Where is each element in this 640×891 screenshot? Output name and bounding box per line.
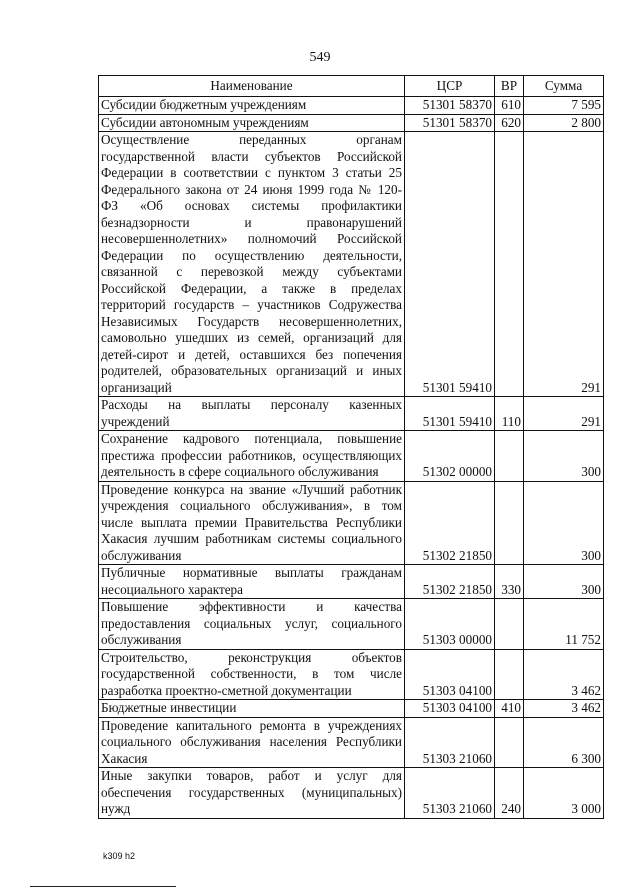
row-sum: 3 462 [524, 649, 604, 700]
table-row [99, 599, 604, 650]
row-vr [495, 132, 524, 397]
header-vr: ВР [495, 76, 524, 97]
row-vr: 110 [495, 397, 524, 431]
row-csr: 51302 21850 [405, 565, 495, 599]
row-name: Иные закупки товаров, работ и услуг для обеспечения государственных (муниципальных) нужд [99, 768, 405, 819]
table-row [99, 397, 604, 431]
table-row [99, 717, 604, 768]
footer-divider [30, 886, 176, 887]
row-csr: 51303 00000 [405, 599, 495, 650]
row-csr: 51303 04100 [405, 700, 495, 718]
row-sum: 7 595 [524, 97, 604, 115]
row-name: Сохранение кадрового потенциала, повышение престижа профессии работников, осуществляющих деятельность в сфере социального обслуживания [99, 431, 405, 482]
table-row [99, 649, 604, 700]
row-csr: 51301 58370 [405, 97, 495, 115]
row-name: Строительство, реконструкция объектов государственной собственности, в том числе разработка проектно-сметной документации [99, 649, 405, 700]
row-name: Субсидии бюджетным учреждениям [99, 97, 405, 115]
table-row [99, 700, 604, 718]
footer-document-code: k309 h2 [103, 851, 136, 861]
table-header-row [99, 76, 604, 97]
row-csr: 51301 59410 [405, 132, 495, 397]
row-vr [495, 599, 524, 650]
row-sum: 11 752 [524, 599, 604, 650]
table-row [99, 768, 604, 819]
row-csr: 51302 00000 [405, 431, 495, 482]
row-csr: 51301 59410 [405, 397, 495, 431]
row-csr: 51301 58370 [405, 114, 495, 132]
row-name: Бюджетные инвестиции [99, 700, 405, 718]
row-vr: 240 [495, 768, 524, 819]
row-sum: 3 462 [524, 700, 604, 718]
table-row [99, 481, 604, 565]
row-vr: 610 [495, 97, 524, 115]
row-name: Расходы на выплаты персоналу казенных учреждений [99, 397, 405, 431]
row-sum: 291 [524, 397, 604, 431]
row-csr: 51303 21060 [405, 768, 495, 819]
row-csr: 51303 21060 [405, 717, 495, 768]
row-csr: 51303 04100 [405, 649, 495, 700]
row-vr [495, 481, 524, 565]
header-name: Наименование [99, 76, 405, 97]
row-sum: 2 800 [524, 114, 604, 132]
row-name: Субсидии автономным учреждениям [99, 114, 405, 132]
row-sum: 3 000 [524, 768, 604, 819]
header-sum: Сумма [524, 76, 604, 97]
table-row [99, 97, 604, 115]
table-row [99, 431, 604, 482]
row-sum: 300 [524, 431, 604, 482]
budget-table [98, 75, 604, 819]
row-name: Повышение эффективности и качества предоставления социальных услуг, социального обслуживания [99, 599, 405, 650]
row-vr: 410 [495, 700, 524, 718]
row-vr [495, 649, 524, 700]
row-sum: 291 [524, 132, 604, 397]
row-sum: 300 [524, 565, 604, 599]
table-row [99, 132, 604, 397]
row-csr: 51302 21850 [405, 481, 495, 565]
table-row [99, 565, 604, 599]
row-vr: 330 [495, 565, 524, 599]
row-vr [495, 717, 524, 768]
row-name: Публичные нормативные выплаты гражданам несоциального характера [99, 565, 405, 599]
row-sum: 6 300 [524, 717, 604, 768]
row-name: Проведение капитального ремонта в учреждениях социального обслуживания населения Республики Хакасия [99, 717, 405, 768]
row-sum: 300 [524, 481, 604, 565]
row-name: Осуществление переданных органам государственной власти субъектов Российской Федерации в соответствии с пунктом 3 статьи 25 Федерального закона от 24 июня 1999 года № 120-ФЗ «Об основах системы профилактики безнадзорности и правонарушений несовершеннолетних» полномочий Российской Федерации по осуществлению деятельности, связанной с перевозкой между субъектами Российской Федерации, а также в пределах территорий государств – участников Содружества Независимых Государств несовершеннолетних, самовольно ушедших из семей, организаций для детей-сирот и детей, оставшихся без попечения родителей, образовательных организаций и иных организаций [99, 132, 405, 397]
page-number: 549 [309, 50, 331, 65]
table-row [99, 114, 604, 132]
header-csr: ЦСР [405, 76, 495, 97]
row-vr [495, 431, 524, 482]
row-vr: 620 [495, 114, 524, 132]
row-name: Проведение конкурса на звание «Лучший работник учреждения социального обслуживания», в том числе выплата премии Правительства Республики Хакасия лучшим работникам системы социального обслуживания [99, 481, 405, 565]
